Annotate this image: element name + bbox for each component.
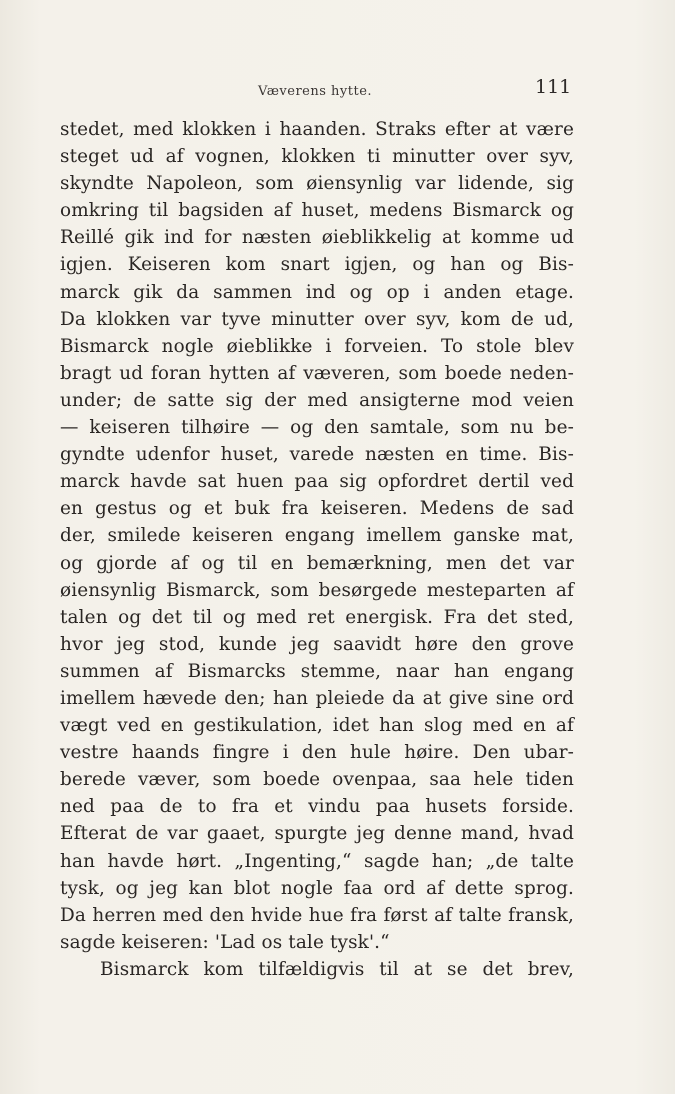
text-line: Efterat de var gaaet, spurgte jeg denne mand, hvad xyxy=(60,823,574,845)
text-line: Bismarck kom tilfældigvis til at se det brev, xyxy=(100,958,574,980)
text-line: Bismarck nogle øieblikke i forveien. To stole blev xyxy=(60,335,574,357)
text-line: og gjorde af og til en bemærkning, men det var xyxy=(60,552,574,574)
text-line: Da herren med den hvide hue fra først af talte fransk, xyxy=(60,904,574,926)
text-line: stedet, med klokken i haanden. Straks efter at være xyxy=(60,119,574,140)
text-line: der, smilede keiseren engang imellem ganske mat, xyxy=(60,525,574,547)
text-line: vestre haands fingre i den hule høire. Den ubar- xyxy=(60,742,574,764)
text-line: gyndte udenfor huset, varede næsten en time. Bis- xyxy=(60,444,574,466)
text-line: tysk, og jeg kan blot nogle faa ord af dette sprog. xyxy=(60,877,574,899)
text-line: igjen. Keiseren kom snart igjen, og han og Bis- xyxy=(60,254,574,276)
text-line: — keiseren tilhøire — og den samtale, som nu be- xyxy=(60,417,574,439)
text-line: under; de satte sig der med ansigterne mod veien xyxy=(60,389,574,411)
text-line: sagde keiseren: 'Lad os tale tysk'.“ xyxy=(60,931,390,953)
text-line: vægt ved en gestikulation, idet han slog med en af xyxy=(60,715,574,737)
text-line: marck havde sat huen paa sig opfordret dertil ved xyxy=(60,471,574,493)
text-line: marck gik da sammen ind og op i anden etage. xyxy=(60,281,574,303)
text-line: øiensynlig Bismarck, som besørgede mesteparten af xyxy=(60,579,574,601)
body-text xyxy=(60,116,574,983)
text-line: talen og det til og med ret energisk. Fra det sted, xyxy=(60,606,574,628)
text-line: steget ud af vognen, klokken ti minutter over syv, xyxy=(60,146,574,168)
text-line: ned paa de to fra et vindu paa husets forside. xyxy=(60,796,574,818)
page-number: 111 xyxy=(535,76,572,98)
text-line: Da klokken var tyve minutter over syv, kom de ud, xyxy=(60,308,574,330)
running-title: Væverens hytte. xyxy=(258,84,373,99)
text-line: berede væver, som boede ovenpaa, saa hele tiden xyxy=(60,769,574,791)
text-line: en gestus og et buk fra keiseren. Medens de sad xyxy=(60,498,574,520)
text-line: imellem hævede den; han pleiede da at give sine ord xyxy=(60,687,574,709)
text-line: omkring til bagsiden af huset, medens Bismarck og xyxy=(60,200,574,222)
text-line: bragt ud foran hytten af væveren, som boede neden- xyxy=(60,362,574,384)
text-line: summen af Bismarcks stemme, naar han engang xyxy=(60,660,574,682)
text-line: Reillé gik ind for næsten øieblikkelig at komme ud xyxy=(60,227,574,249)
text-line: skyndte Napoleon, som øiensynlig var lidende, sig xyxy=(60,173,574,195)
text-line: hvor jeg stod, kunde jeg saavidt høre den grove xyxy=(60,633,574,655)
text-line: han havde hørt. „Ingenting,“ sagde han; „de talte xyxy=(60,850,574,872)
